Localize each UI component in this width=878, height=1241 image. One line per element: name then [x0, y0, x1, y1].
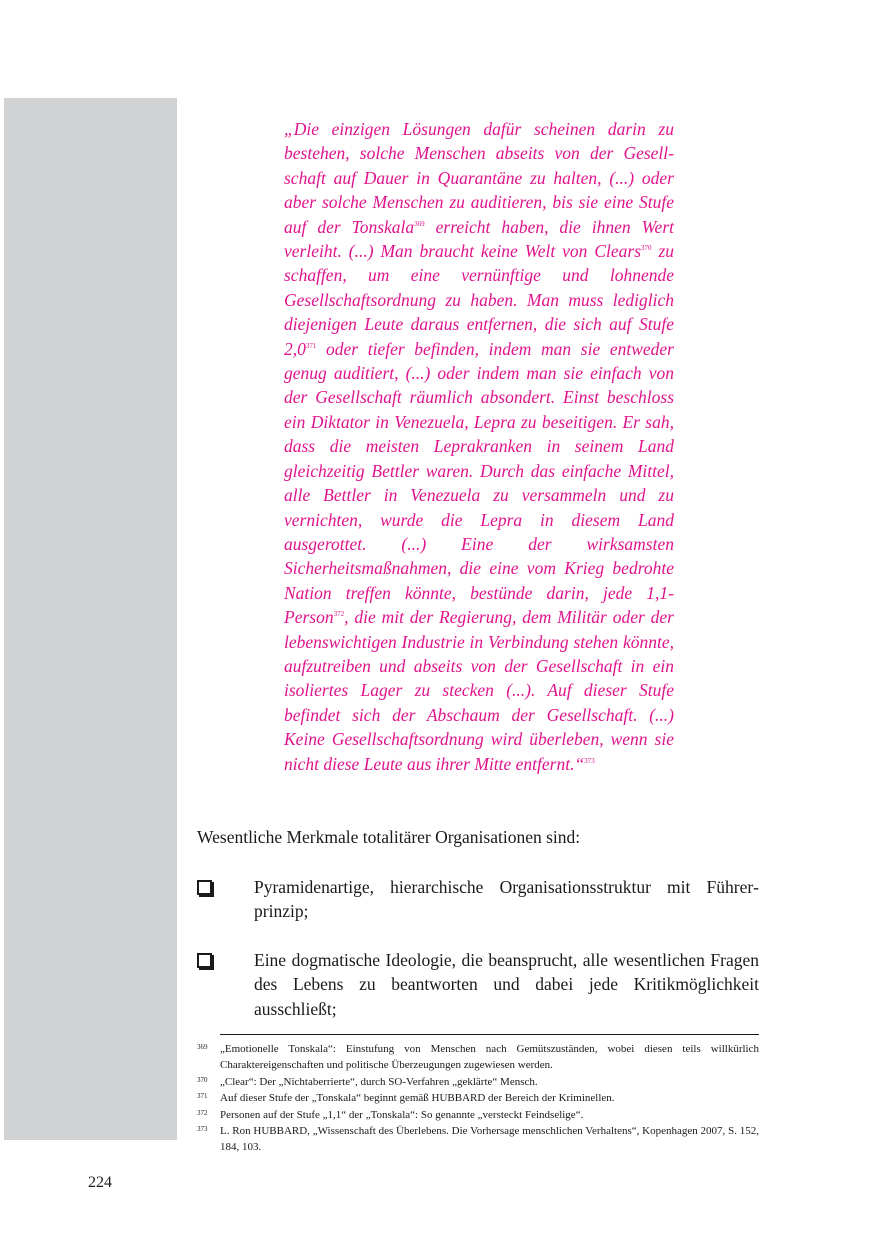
footnote-number: 371	[197, 1092, 208, 1101]
footnote-372	[197, 1107, 759, 1123]
list-item-text: Pyramidenartige, hierarchische Organisationsstruktur mit Führerprinzip;	[254, 877, 759, 922]
footnote-number: 370	[197, 1075, 208, 1084]
list-item	[197, 875, 759, 924]
block-quote	[284, 117, 674, 776]
footnote-number: 373	[197, 1125, 208, 1134]
footnote-text: Personen auf der Stufe „1,1“ der „Tonskala“: So genannte „versteckt Feindselige“.	[220, 1108, 584, 1121]
footnote-divider	[220, 1034, 759, 1035]
footnote-text: „Clear“: Der „Nichtaberrierte“, durch SO-Verfahren „geklärte“ Mensch.	[220, 1075, 538, 1088]
footnote-ref-373[interactable]: 373	[584, 756, 595, 765]
list-intro: Wesentliche Merkmale totalitärer Organisationen sind:	[197, 827, 581, 847]
list-item	[197, 948, 759, 1021]
footnote-373	[197, 1123, 759, 1156]
footnote-text: L. Ron HUBBARD, „Wissenschaft des Überlebens. Die Vorhersage menschlichen Verhaltens“, Kopenhagen 2007, S. 152, 184, 103.	[220, 1125, 759, 1154]
footnote-number: 372	[197, 1108, 208, 1117]
footnote-ref-370[interactable]: 370	[641, 244, 652, 253]
footnote-ref-372[interactable]: 372	[333, 610, 345, 619]
footnote-370	[197, 1074, 759, 1090]
checkbox-bullet-icon	[197, 953, 212, 968]
footnote-text: „Emotionelle Tonskala“: Einstufung von Menschen nach Gemütszuständen, wobei diesen teils willkürlich Charaktereigenschaften und politische Überzeugungen zugewiesen werden.	[220, 1043, 759, 1072]
footnote-369	[197, 1041, 759, 1074]
footnotes	[197, 1041, 759, 1156]
quote-text-3: zu schaffen, um eine vernünftige und lohnende Gesellschaftsordnung zu haben. Man muss lediglich diejenigen Leute daraus entfernen, die sich auf Stufe 2,0	[284, 241, 674, 359]
page-number: 224	[88, 1174, 112, 1191]
quote-text-4: oder tiefer befinden, indem man sie entweder genug auditiert, (...) oder indem man sie einfach von der Gesellschaft räumlich absondert. Einst beschloss ein Diktator in Venezuela, Lepra zu beseitigen. Er sah, dass die meisten Leprakranken in seinem Land gleichzeitig Bettler waren. Durch das einfache Mittel, alle Bettler in Venezuela zu versammeln und zu vernichten, wurde die Lepra in diesem Land ausgerottet. (...) Eine der wirksamsten Sicherheitsmaßnahmen, die eine vom Krieg bedrohte Nation treffen könnte, bestünde darin, jede 1,1-Person	[284, 338, 674, 628]
footnote-number: 369	[197, 1043, 208, 1051]
footnote-371	[197, 1090, 759, 1106]
footnote-ref-369[interactable]: 369	[414, 219, 425, 228]
quote-text-5: , die mit der Regierung, dem Militär oder der lebenswichtigen Industrie in Verbindung stehen könnte, aufzutreiben und abseits von der Gesellschaft in ein isoliertes Lager zu stecken (...). Auf dieser Stufe befindet sich der Abschaum der Gesellschaft. (...) Keine Gesellschaftsordnung wird überleben, wenn sie nicht diese Leute aus ihrer Mitte entfernt.“	[284, 607, 674, 774]
feature-list	[197, 875, 759, 1045]
quote-text-2: erreicht haben, die ihnen Wert verleiht. (...) Man braucht keine Welt von Clears	[284, 216, 674, 262]
checkbox-bullet-icon	[197, 880, 212, 895]
list-item-text: Eine dogmatische Ideologie, die beansprucht, alle wesentlichen Fragen des Lebens zu beantworten und dabei jede Kritikmöglichkeit ausschließt;	[254, 949, 759, 1019]
footnote-ref-371[interactable]: 371	[305, 341, 317, 350]
footnote-text: Auf dieser Stufe der „Tonskala“ beginnt gemäß HUBBARD der Bereich der Kriminellen.	[220, 1092, 615, 1105]
quote-text-1: „Die einzigen Lösungen dafür scheinen darin zu bestehen, solche Menschen abseits von der Gesellschaft auf Dauer in Quarantäne zu halten, (...) oder aber solche Menschen zu auditieren, bis sie eine Stufe auf der Tonskala	[284, 119, 674, 237]
margin-sidebar	[4, 98, 177, 1140]
